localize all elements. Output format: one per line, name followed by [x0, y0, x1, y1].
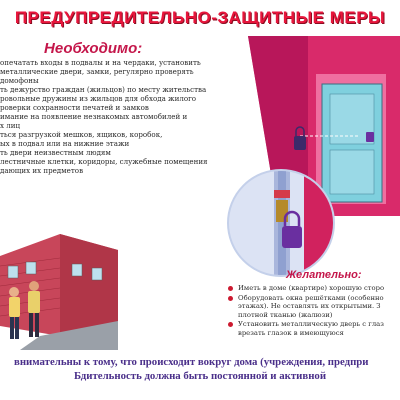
- desirable-item: [228, 320, 400, 337]
- desirable-item-line: врезать глазок в имеющуюся: [238, 328, 344, 337]
- bullet-icon: [228, 322, 233, 327]
- bullet-icon: [228, 286, 233, 291]
- required-item: ровольные дружины из жильцов для обхода жилого: [0, 94, 197, 103]
- required-item: ть дежурство граждан (жильцов) по месту жительства: [0, 85, 207, 94]
- required-item: имание на появление незнакомых автомобилей и: [0, 112, 188, 121]
- desirable-list: [228, 284, 400, 339]
- required-item: металлические двери, замки, регулярно проверять: [0, 67, 194, 76]
- desirable-item-line: Оборудовать окна решётками (особенно: [238, 293, 384, 302]
- desirable-item: [228, 294, 400, 320]
- street-scene-illustration: [0, 226, 118, 350]
- desirable-item-line: Установить металлическую дверь с глаз: [238, 320, 384, 329]
- desirable-item: [228, 284, 400, 293]
- desirable-item-line: плотной тканью (жалюзи): [238, 310, 333, 319]
- bullet-icon: [228, 296, 233, 301]
- desirable-item-line: Иметь в доме (квартире) хорошую сторо: [238, 284, 385, 292]
- required-heading: Необходимо:: [44, 40, 143, 57]
- desirable-heading: Желательно:: [286, 269, 362, 281]
- footer-line-2: Бдительность должна быть постоянной и активной: [73, 370, 327, 382]
- required-item: роверки сохранности печатей и замков: [0, 103, 149, 112]
- lock-zoom-illustration: [226, 168, 336, 278]
- footer-line-1: внимательны к тому, что происходит вокруг дома (учреждения, предпри: [14, 356, 369, 368]
- required-item: лестничные клетки, коридоры, служебные помещения: [0, 157, 208, 166]
- required-item: дающих их предметов: [0, 166, 84, 175]
- page-title: ПРЕДУПРЕДИТЕЛЬНО-ЗАЩИТНЫЕ МЕРЫ: [14, 8, 386, 27]
- desirable-item-line: этажах). Не оставлять их открытыми. З: [238, 302, 381, 311]
- required-list: [0, 58, 235, 175]
- required-item: опечатать входы в подвалы и на чердаки, установить: [0, 58, 201, 67]
- required-item: ться разгрузкой мешков, ящиков, коробок,: [0, 130, 163, 139]
- required-item: ть двери неизвестным людям: [0, 148, 111, 157]
- required-item: х лиц: [0, 121, 21, 130]
- required-item: домофоны: [0, 76, 39, 85]
- required-item: ых в подвал или на нижние этажи: [0, 139, 130, 148]
